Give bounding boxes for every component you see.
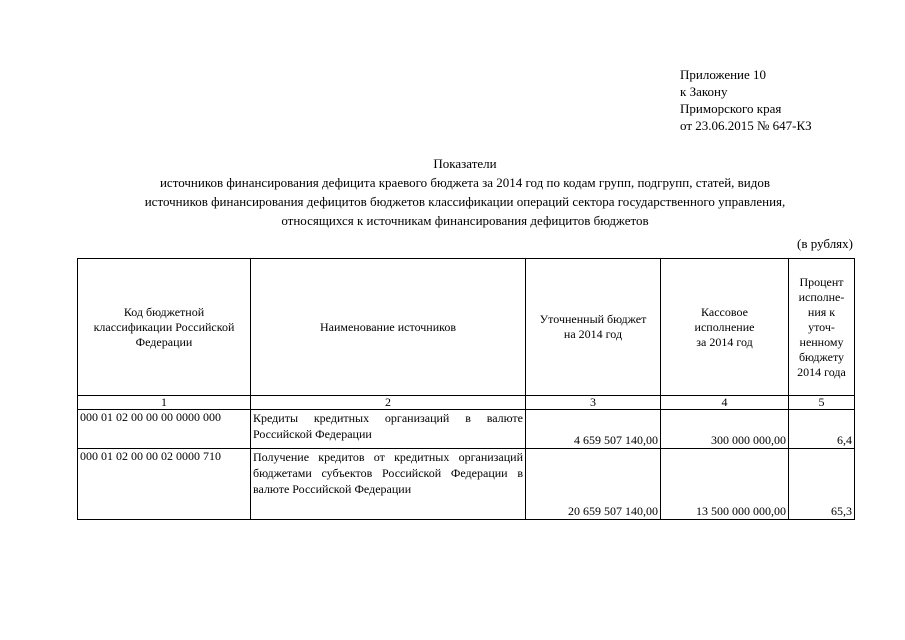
cell-cash: 13 500 000 000,00	[661, 449, 789, 520]
budget-table	[77, 258, 855, 520]
table-row	[78, 410, 855, 449]
header-name: Наименование источников	[251, 259, 526, 396]
header-code: Код бюджетной классификации Российской Федерации	[78, 259, 251, 396]
title-line-1: Показатели	[433, 156, 497, 171]
title-line-2: источников финансирования дефицита краевого бюджета за 2014 год по кодам групп, подгрупп, статей, видов	[159, 175, 771, 190]
column-number: 5	[789, 396, 855, 410]
column-number-row	[78, 396, 855, 410]
cell-budget: 4 659 507 140,00	[526, 410, 661, 449]
document-title	[60, 154, 870, 230]
cell-code: 000 01 02 00 00 02 0000 710	[78, 449, 251, 520]
cell-name: Кредиты кредитных организаций в валюте Российской Федерации	[251, 410, 526, 449]
appendix-reference	[680, 66, 812, 134]
column-number: 1	[78, 396, 251, 410]
title-line-3: источников финансирования дефицитов бюджетов классификации операций сектора государственного управления,	[144, 194, 786, 209]
header-cash: Кассовое исполнение за 2014 год	[661, 259, 789, 396]
table-row	[78, 449, 855, 520]
header-percent: Процент исполне- ния к уточ- ненному бюджету 2014 года	[789, 259, 855, 396]
header-budget: Уточненный бюджет на 2014 год	[526, 259, 661, 396]
appendix-number: Приложение 10	[680, 67, 767, 82]
cell-percent: 65,3	[789, 449, 855, 520]
units-note: (в рублях)	[797, 236, 853, 251]
cell-budget: 20 659 507 140,00	[526, 449, 661, 520]
cell-name: Получение кредитов от кредитных организаций бюджетами субъектов Российской Федерации в валюте Российской Федерации	[251, 449, 526, 520]
cell-cash: 300 000 000,00	[661, 410, 789, 449]
title-line-4: относящихся к источникам финансирования дефицитов бюджетов	[281, 213, 649, 228]
appendix-law: к Закону	[680, 84, 728, 99]
appendix-region: Приморского края	[680, 101, 782, 116]
column-number: 3	[526, 396, 661, 410]
cell-code: 000 01 02 00 00 00 0000 000	[78, 410, 251, 449]
appendix-date: от 23.06.2015 № 647-КЗ	[680, 118, 812, 133]
column-number: 2	[251, 396, 526, 410]
cell-percent: 6,4	[789, 410, 855, 449]
column-number: 4	[661, 396, 789, 410]
table-header-row	[78, 259, 855, 396]
